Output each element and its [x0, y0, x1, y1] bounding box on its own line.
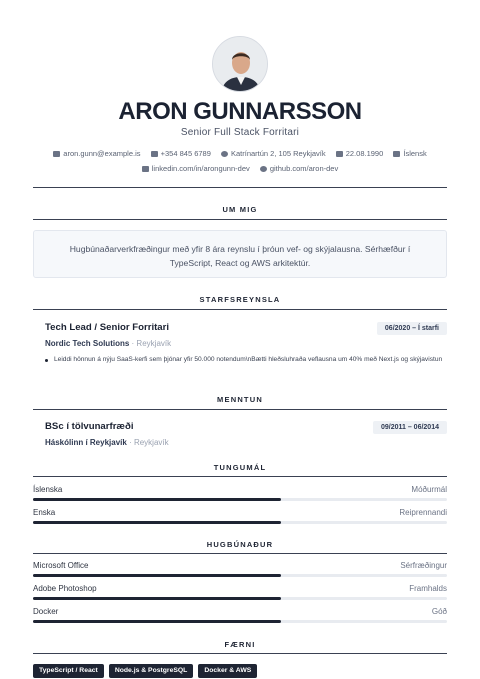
- level-track: [33, 498, 447, 501]
- level-fill: [33, 620, 281, 623]
- contact-email[interactable]: aron.gunn@example.is: [53, 149, 140, 158]
- skill-tag: Node.js & PostgreSQL: [109, 664, 194, 678]
- section-title-languages: TUNGUMÁL: [213, 463, 267, 472]
- software-row: [33, 584, 447, 604]
- experience-date: 06/2020 – Í starfi: [377, 322, 447, 335]
- level-fill: [33, 498, 281, 501]
- experience-bullet: Leiddi hönnun á nýju SaaS-kerfi sem þjónar yfir 50.000 notendum\nBætti hleðsluhraða veflausna um 40% með Next.js og skýjavistun: [45, 355, 445, 365]
- person-avatar-icon: [213, 37, 268, 92]
- software-row: [33, 561, 447, 581]
- level-track: [33, 620, 447, 623]
- education-degree: BSc í tölvunarfræði: [45, 421, 134, 432]
- section-title-experience: STARFSREYNSLA: [199, 295, 281, 304]
- experience-title: Tech Lead / Senior Forritari: [45, 322, 170, 333]
- contact-github[interactable]: github.com/aron-dev: [260, 164, 338, 173]
- language-row: [33, 508, 447, 528]
- job-title-header: Senior Full Stack Forritari: [180, 127, 300, 138]
- linkedin-icon: [142, 166, 149, 172]
- software-level: Framhalds: [409, 584, 447, 593]
- language-row: [33, 485, 447, 505]
- divider: [33, 219, 447, 220]
- contact-birthdate: 22.08.1990: [336, 149, 384, 158]
- section-title-about: UM MIG: [222, 205, 258, 214]
- divider: [33, 187, 447, 188]
- language-level: Móðurmál: [411, 485, 447, 494]
- skill-tag: Docker & AWS: [198, 664, 257, 678]
- software-name: Adobe Photoshop: [33, 584, 97, 593]
- globe-icon: [260, 166, 267, 172]
- software-row: [33, 607, 447, 627]
- software-name: Docker: [33, 607, 59, 616]
- flag-icon: [393, 151, 400, 157]
- full-name: ARON GUNNARSSON: [118, 98, 362, 125]
- language-name: Enska: [33, 508, 56, 517]
- divider: [33, 476, 447, 477]
- software-level: Góð: [431, 607, 447, 616]
- contact-row-2: [0, 164, 480, 173]
- bullet-dot: [45, 359, 48, 362]
- level-track: [33, 597, 447, 600]
- about-summary: Hugbúnaðarverkfræðingur með yfir 8 ára reynslu í þróun vef- og skýjalausna. Sérhæfður í TypeScript, React og AWS arkitektúr.: [33, 230, 447, 278]
- phone-icon: [151, 151, 158, 157]
- language-name: Íslenska: [33, 485, 63, 494]
- calendar-icon: [336, 151, 343, 157]
- software-name: Microsoft Office: [33, 561, 89, 570]
- level-track: [33, 574, 447, 577]
- contact-linkedin[interactable]: linkedin.com/in/arongunn-dev: [142, 164, 250, 173]
- contact-address: Katrínartún 2, 105 Reykjavík: [221, 149, 326, 158]
- divider: [33, 653, 447, 654]
- software-level: Sérfræðingur: [400, 561, 447, 570]
- level-track: [33, 521, 447, 524]
- contact-phone[interactable]: +354 845 6789: [151, 149, 211, 158]
- mail-icon: [53, 151, 60, 157]
- education-school: Háskólinn í Reykjavík · Reykjavík: [45, 438, 169, 447]
- contact-row-1: [0, 149, 480, 158]
- experience-company: Nordic Tech Solutions · Reykjavík: [45, 339, 172, 348]
- level-fill: [33, 574, 281, 577]
- level-fill: [33, 521, 281, 524]
- divider: [33, 553, 447, 554]
- level-fill: [33, 597, 281, 600]
- section-title-software: HUGBÚNAÐUR: [206, 540, 274, 549]
- skill-tags: [33, 659, 262, 678]
- divider: [33, 309, 447, 310]
- skill-tag: TypeScript / React: [33, 664, 104, 678]
- contact-nationality: Íslensk: [393, 149, 426, 158]
- location-pin-icon: [221, 151, 228, 157]
- section-title-skills: FÆRNI: [224, 640, 256, 649]
- section-title-education: MENNTUN: [217, 395, 263, 404]
- education-date: 09/2011 – 06/2014: [373, 421, 447, 434]
- language-level: Reiprennandi: [399, 508, 447, 517]
- profile-photo: [212, 36, 268, 92]
- divider: [33, 409, 447, 410]
